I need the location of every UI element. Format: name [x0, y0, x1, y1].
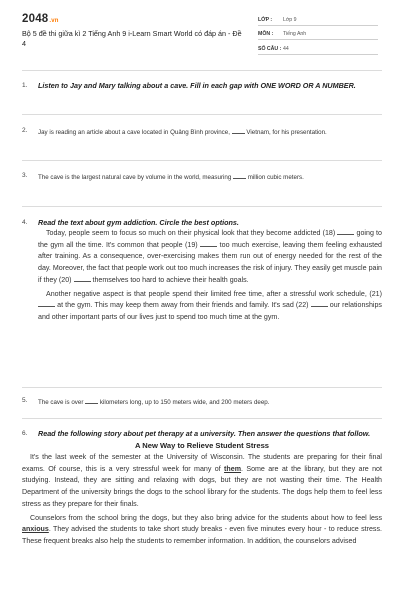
passage-paragraph: Counselors from the school bring the dogs, but they also bring advice for the students about how to feel less anxious. They advised the students to take short study breaks - even five minutes every hour - to reduce stress. These frequent breaks also help the students to remember information. In addition, the counselors advised — [22, 513, 382, 545]
divider — [22, 387, 382, 388]
question-body — [38, 217, 382, 324]
underlined-word: them — [224, 464, 241, 473]
question-number: 2. — [22, 127, 28, 134]
answer-blank-22[interactable] — [311, 300, 328, 307]
question-4 — [22, 217, 382, 324]
passage-paragraph: Another negative aspect is that people spend their limited free time, after a stressful work schedule, (21) at the gym. This may keep them away from their friends and family. It's sad (22) our relationships and other important parts of our lives just to spend too much time at the gym. — [38, 289, 382, 321]
site-logo[interactable]: 2048.vn — [22, 13, 59, 25]
question-6 — [22, 428, 382, 548]
question-number: 3. — [22, 172, 28, 179]
meta-subject-label: MÔN : — [258, 31, 274, 37]
question-body — [38, 428, 382, 439]
underlined-word: anxious — [22, 525, 49, 534]
divider — [258, 25, 378, 26]
meta-count-value: 44 — [283, 46, 289, 52]
passage-paragraph: It's the last week of the semester at the University of Wisconsin. The students are preparing for their final exams. Of course, this is a very stressful week for many of them. Some are at the library, but they are not studying. Instead, they are sitting and relaxing with dogs, but they are not wasting their time. The Health Department of the university brings the dogs to the school library for the students. The dogs help them to feel less stress as they prepare for their finals. — [22, 453, 382, 508]
divider — [22, 206, 382, 207]
question-text: Jay is reading an article about a cave located in Quảng Bình province, Vietnam, for his presentation. — [38, 129, 327, 136]
question-number: 6. — [22, 430, 28, 437]
meta-class-label: LỚP : — [258, 17, 273, 23]
passage-pet-therapy — [22, 452, 382, 548]
divider — [258, 54, 378, 55]
story-title: A New Way to Relieve Student Stress — [134, 441, 270, 450]
divider — [22, 418, 382, 419]
passage-paragraph: Today, people seem to focus so much on their physical look that they become addicted (18) going to the gym all the time. It's common that people (19) too much exercise, leaving them feeling exhausted after training. As a consequence, over-exercising makes them run out of energy needed for the rest of the day. Moreover, the fact that people work out too much increases the risk of injury. They easily get muscle pain if they (20) themselves too hard to achieve their health goals. — [38, 229, 382, 284]
question-2 — [22, 127, 382, 138]
meta-class-value: Lớp 9 — [283, 17, 297, 23]
question-instruction: Listen to Jay and Mary talking about a cave. Fill in each gap with ONE WORD OR A NUMBER. — [38, 81, 356, 90]
answer-blank[interactable] — [233, 172, 246, 179]
page-header — [0, 0, 400, 72]
question-3 — [22, 172, 382, 183]
document-title: Bộ 5 đề thi giữa kì 2 Tiếng Anh 9 i-Learn Smart World có đáp án - Đề 4 — [22, 29, 242, 48]
question-text: The cave is over kilometers long, up to 150 meters wide, and 200 meters deep. — [38, 399, 270, 406]
question-number: 1. — [22, 82, 28, 89]
question-number: 5. — [22, 397, 28, 404]
divider — [22, 160, 382, 161]
meta-subject-value: Tiếng Anh — [283, 31, 307, 37]
question-instruction: Read the text about gym addiction. Circle the best options. — [38, 218, 239, 227]
question-text: The cave is the largest natural cave by volume in the world, measuring million cubic meters. — [38, 174, 304, 181]
answer-blank[interactable] — [85, 397, 98, 404]
divider — [258, 39, 378, 40]
meta-count-label: SỐ CÂU : — [258, 46, 282, 52]
answer-blank-20[interactable] — [74, 275, 91, 282]
divider — [22, 114, 382, 115]
passage-gym-addiction — [38, 228, 382, 324]
question-5 — [22, 397, 382, 408]
answer-blank-19[interactable] — [200, 240, 217, 247]
divider — [22, 70, 382, 71]
question-instruction: Read the following story about pet therapy at a university. Then answer the questions that follow. — [38, 429, 371, 438]
question-number: 4. — [22, 219, 28, 226]
answer-blank-18[interactable] — [337, 228, 354, 235]
question-1 — [22, 80, 382, 91]
answer-blank-21[interactable] — [38, 300, 55, 307]
answer-blank[interactable] — [232, 127, 245, 134]
